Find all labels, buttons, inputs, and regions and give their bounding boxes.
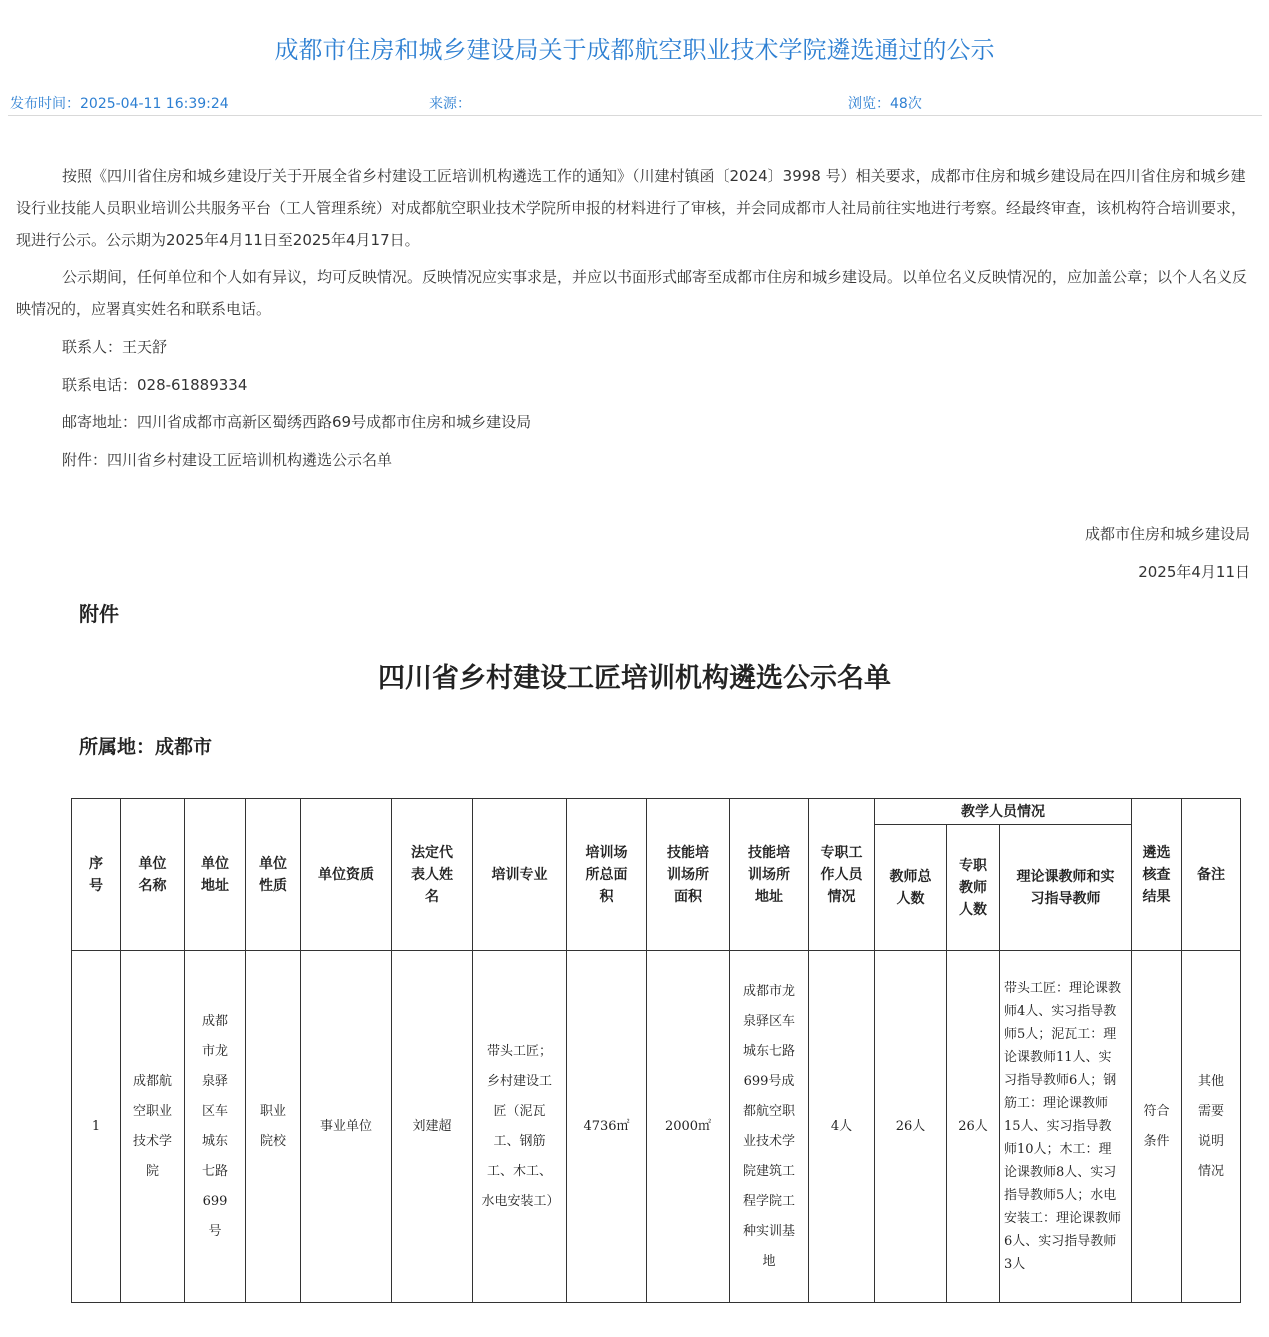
cell-skill-area: 2000㎡ [647,951,730,1303]
cell-name: 成都航空职业技术学院 [121,951,185,1303]
cell-nature: 职业院校 [246,951,301,1303]
attachment-line[interactable]: 附件：四川省乡村建设工匠培训机构遴选公示名单 [62,451,393,469]
signature-org: 成都市住房和城乡建设局 [1084,525,1250,543]
col-teaching-group: 教学人员情况 [875,799,1132,825]
view-count: 浏览：48次 [848,96,922,112]
col-theory-practice: 理论课教师和实习指导教师 [1000,825,1132,951]
col-skill-area: 技能培训场所面积 [647,799,730,951]
cell-skill-address: 成都市龙泉驿区车城东七路699号成都航空职业技术学院建筑工程学院工种实训基地 [730,951,809,1303]
col-fulltime-teachers: 专职教师人数 [947,825,1000,951]
contact-person: 联系人：王天舒 [62,338,168,356]
cell-qualification: 事业单位 [301,951,392,1303]
col-qualification: 单位资质 [301,799,392,951]
col-name: 单位名称 [121,799,185,951]
source: 来源： [429,96,471,112]
body-paragraph-1: 按照《四川省住房和城乡建设厅关于开展全省乡村建设工匠培训机构遴选工作的通知》（川建村镇函〔2024〕3998 号）相关要求，成都市住房和城乡建设局在四川省住房和城乡建设行业技能人员职业培训公共服务平台（工人管理系统）对成都航空职业技术学院所申报的材料进行了审核，并会同成都市人社局前往实地进行考察。经最终审查，该机构符合培训要求，现进行公示。公示期为2025年4月11日至2025年4月17日。 [16,167,1247,249]
cell-fulltime-teachers: 26人 [947,951,1000,1303]
institution-table [71,798,1241,1303]
col-address: 单位地址 [185,799,246,951]
col-result: 遴选核查结果 [1132,799,1182,951]
region-label: 所属地：成都市 [79,736,213,758]
cell-address: 成都市龙泉驿区车城东七路699号 [185,951,246,1303]
table-row [72,951,1241,1303]
col-note: 备注 [1182,799,1241,951]
cell-theory-practice: 带头工匠：理论课教师4人、实习指导教师5人；泥瓦工：理论课教师11人、实习指导教师6人；钢筋工：理论课教师15人、实习指导教师10人；木工：理论课教师8人、实习指导教师5人；水电安装工：理论课教师6人、实习指导教师3人 [1000,951,1132,1303]
article-meta [8,93,1262,116]
col-staff: 专职工作人员情况 [809,799,875,951]
contact-phone: 联系电话：028-61889334 [62,376,248,394]
attachment-heading: 附件 [79,602,119,626]
cell-seq: 1 [72,951,121,1303]
page-title: 成都市住房和城乡建设局关于成都航空职业技术学院遴选通过的公示 [274,36,995,64]
cell-staff: 4人 [809,951,875,1303]
col-legal-rep: 法定代表人姓名 [392,799,473,951]
col-site-area: 培训场所总面积 [567,799,647,951]
cell-site-area: 4736㎡ [567,951,647,1303]
cell-major: 带头工匠；乡村建设工匠（泥瓦工、钢筋工、木工、水电安装工） [473,951,567,1303]
col-nature: 单位性质 [246,799,301,951]
col-major: 培训专业 [473,799,567,951]
list-title: 四川省乡村建设工匠培训机构遴选公示名单 [378,663,891,694]
cell-result: 符合条件 [1132,951,1182,1303]
col-seq: 序号 [72,799,121,951]
cell-legal-rep: 刘建超 [392,951,473,1303]
mailing-address: 邮寄地址：四川省成都市高新区蜀绣西路69号成都市住房和城乡建设局 [62,413,532,431]
publish-time: 发布时间：2025-04-11 16:39:24 [10,96,229,112]
signature-date: 2025年4月11日 [1138,563,1250,581]
cell-teachers-total: 26人 [875,951,947,1303]
col-teachers-total: 教师总人数 [875,825,947,951]
col-skill-address: 技能培训场所地址 [730,799,809,951]
body-paragraph-2: 公示期间，任何单位和个人如有异议，均可反映情况。反映情况应实事求是，并应以书面形式邮寄至成都市住房和城乡建设局。以单位名义反映情况的，应加盖公章；以个人名义反映情况的，应署真实姓名和联系电话。 [16,268,1248,318]
table-header-row [72,799,1241,825]
cell-note: 其他需要说明情况 [1182,951,1241,1303]
